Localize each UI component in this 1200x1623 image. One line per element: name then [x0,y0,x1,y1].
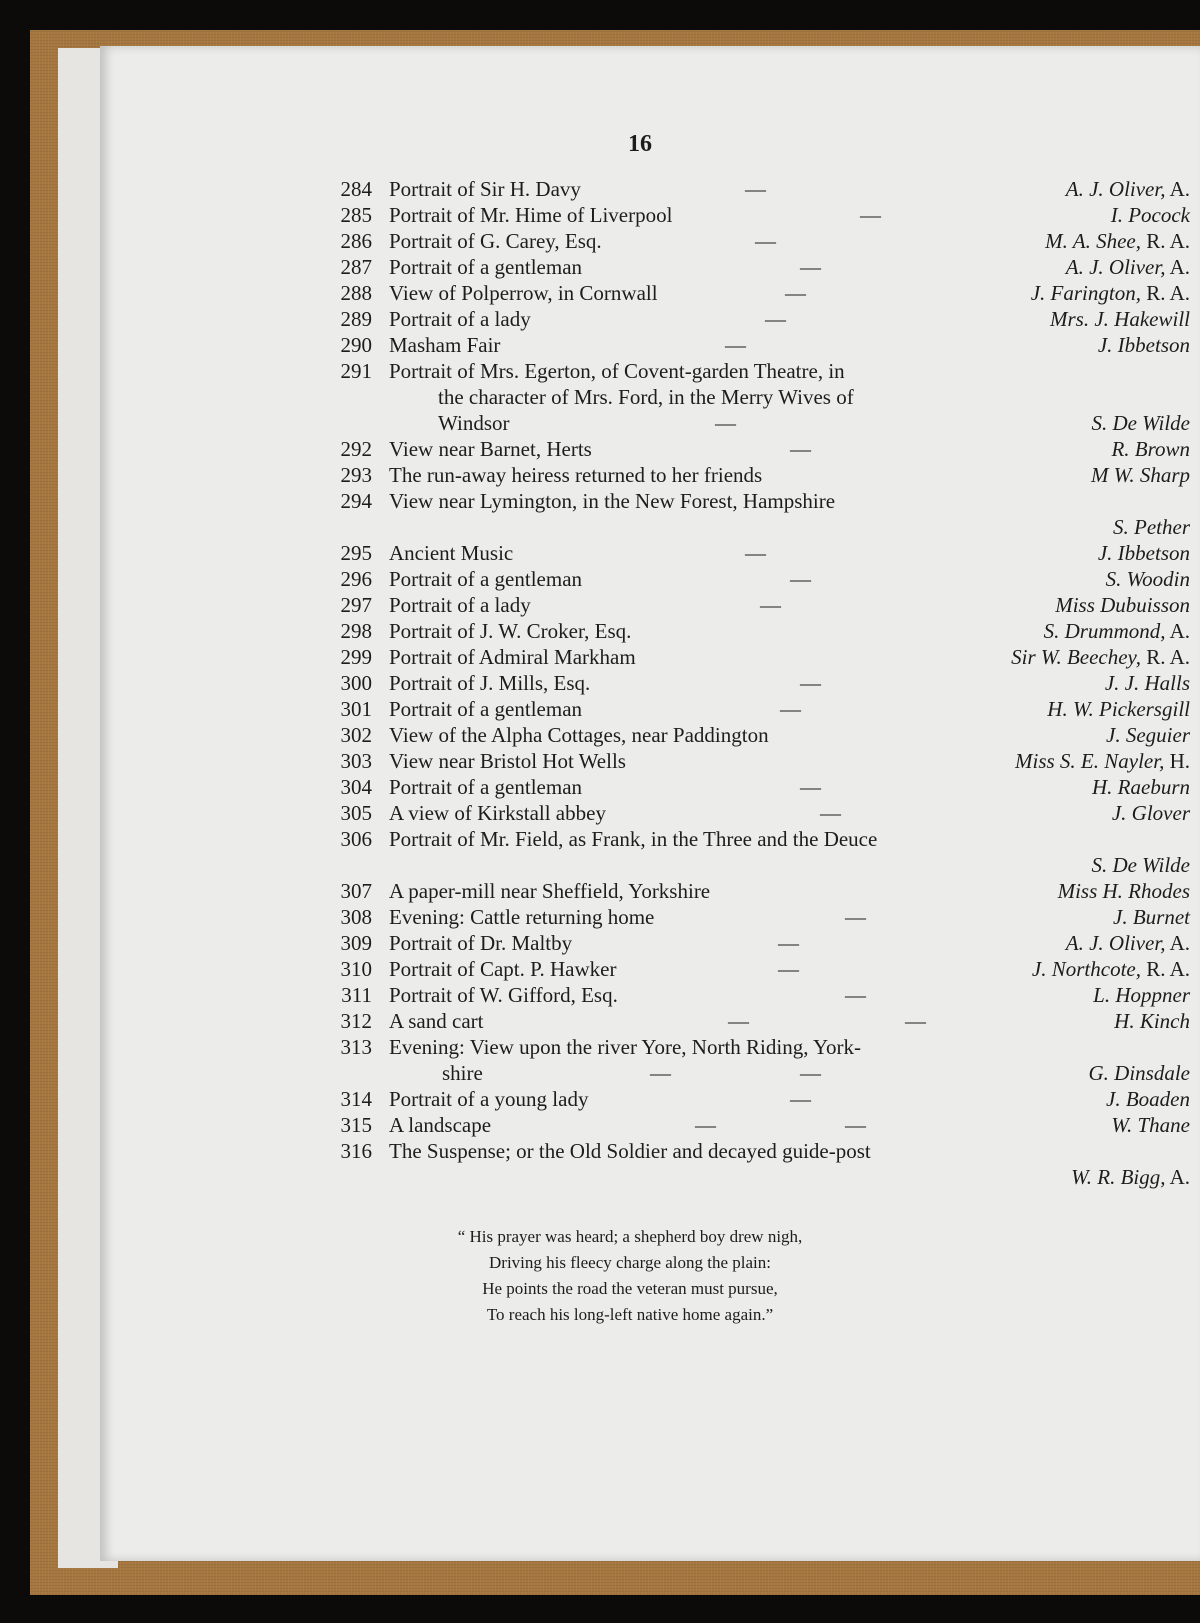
entry-number: 303 [340,749,372,773]
entry-dash: — [728,1009,749,1033]
entry-artist: H. Kinch [1114,1009,1190,1033]
catalogue-entry [100,462,1200,488]
entry-artist: L. Hoppner [1093,983,1190,1007]
entry-dash: — [845,905,866,929]
entry-dash: — [785,281,806,305]
entry-artist: A. J. Oliver, A. [1065,255,1190,279]
entry-number: 309 [340,931,372,955]
entry-title-continuation: shire [442,1061,483,1085]
entry-artist: H. Raeburn [1092,775,1190,799]
entry-number: 299 [340,645,372,669]
verse-line: Driving his fleecy charge along the plain: [489,1253,771,1272]
entry-title: Evening: View upon the river Yore, North Riding, York- [389,1035,861,1059]
catalogue-entry [100,228,1200,254]
catalogue-entry [100,358,1200,384]
catalogue-entry-continuation [100,384,1200,410]
entry-title: Masham Fair [389,333,501,357]
entry-number: 314 [340,1087,372,1111]
catalogue-entry [100,670,1200,696]
entry-number: 313 [340,1035,372,1059]
entry-artist: J. Seguier [1106,723,1190,747]
entry-number: 289 [340,307,372,331]
entry-title: Portrait of J. W. Croker, Esq. [389,619,632,643]
entry-number: 307 [340,879,372,903]
entry-title: Portrait of a lady [389,307,531,331]
entry-artist: S. Drummond, A. [1043,619,1190,643]
catalogue-entry [100,488,1200,514]
entry-title: Portrait of Mr. Field, as Frank, in the Three and the Deuce [389,827,878,851]
verse-line: “ His prayer was heard; a shepherd boy drew nigh, [457,1227,803,1246]
entry-number: 306 [340,827,372,851]
entry-number: 290 [340,333,372,357]
entry-artist: W. Thane [1111,1113,1190,1137]
catalogue-entry [100,1112,1200,1138]
entry-number: 315 [340,1113,372,1137]
entry-artist: Sir W. Beechey, R. A. [1011,645,1190,669]
entry-number: 310 [340,957,372,981]
entry-dash: — [760,593,781,617]
verse-line: To reach his long-left native home again.” [486,1305,774,1324]
catalogue-entry [100,540,1200,566]
entry-artist: Miss S. E. Nayler, H. [1015,749,1190,773]
entry-number: 292 [340,437,372,461]
entry-artist: J. Burnet [1113,905,1190,929]
entry-artist: H. W. Pickersgill [1047,697,1190,721]
entry-dash: — [695,1113,716,1137]
entry-artist: M W. Sharp [1091,463,1190,487]
catalogue-entry [100,722,1200,748]
catalogue-entry-continuation [100,1164,1200,1190]
entry-title: Portrait of Capt. P. Hawker [389,957,617,981]
entry-dash: — [800,775,821,799]
catalogue-entry [100,254,1200,280]
entry-number: 301 [340,697,372,721]
entry-artist: A. J. Oliver, A. [1065,177,1190,201]
entry-title: Evening: Cattle returning home [389,905,655,929]
entry-artist: J. J. Halls [1104,671,1190,695]
entry-title: Portrait of W. Gifford, Esq. [389,983,618,1007]
entry-number: 284 [340,177,372,201]
catalogue-entry [100,982,1200,1008]
entry-title: View of Polperrow, in Cornwall [389,281,658,305]
catalogue-entry [100,592,1200,618]
entry-dash: — [725,333,746,357]
entry-dash: — [845,983,866,1007]
entry-title: Portrait of a gentleman [389,255,583,279]
entry-artist: J. Farington, R. A. [1030,281,1190,305]
entry-title: Portrait of a lady [389,593,531,617]
entry-dash: — [905,1009,926,1033]
catalogue-entry [100,618,1200,644]
entry-title: Portrait of a gentleman [389,775,583,799]
catalogue-entry [100,306,1200,332]
catalogue-entry-continuation [100,514,1200,540]
entry-number: 293 [340,463,372,487]
entry-number: 294 [340,489,372,513]
entry-dash: — [860,203,881,227]
catalogue-entry [100,1138,1200,1164]
entry-dash: — [650,1061,671,1085]
entry-title: Portrait of G. Carey, Esq. [389,229,602,253]
entry-artist: J. Northcote, R. A. [1031,957,1190,981]
entry-dash: — [778,957,799,981]
catalogue-entry [100,280,1200,306]
entry-artist: Miss Dubuisson [1055,593,1190,617]
entry-title-continuation: the character of Mrs. Ford, in the Merry Wives of [438,385,854,409]
verse-line: He points the road the veteran must pursue, [482,1279,778,1298]
entry-title: Portrait of Mrs. Egerton, of Covent-garden Theatre, in [389,359,845,383]
entry-artist: J. Boaden [1106,1087,1190,1111]
entry-number: 298 [340,619,372,643]
entry-artist: S. De Wilde [1091,411,1190,435]
catalogue-entry-continuation [100,852,1200,878]
entry-title: Portrait of Dr. Maltby [389,931,573,955]
entry-artist: J. Ibbetson [1097,333,1190,357]
entry-artist: Mrs. J. Hakewill [1050,307,1190,331]
entry-number: 296 [340,567,372,591]
entry-title: A sand cart [389,1009,484,1033]
entry-number: 300 [340,671,372,695]
entry-dash: — [780,697,801,721]
catalogue-entry [100,1008,1200,1034]
entry-dash: — [800,1061,821,1085]
catalogue-entry [100,436,1200,462]
entry-number: 308 [340,905,372,929]
entry-dash: — [715,411,736,435]
catalogue-entry [100,878,1200,904]
entry-title: Ancient Music [389,541,514,565]
catalogue-entry [100,644,1200,670]
entry-dash: — [755,229,776,253]
entry-number: 286 [340,229,372,253]
entry-number: 297 [340,593,372,617]
entry-artist: W. R. Bigg, A. [1071,1165,1190,1189]
entry-number: 288 [340,281,372,305]
entry-artist: J. Ibbetson [1097,541,1190,565]
entry-number: 291 [340,359,372,383]
entry-artist: M. A. Shee, R. A. [1045,229,1190,253]
catalogue-entry [100,930,1200,956]
catalogue-entry [100,1086,1200,1112]
catalogue-entry [100,1034,1200,1060]
entry-number: 311 [341,983,372,1007]
entry-dash: — [790,567,811,591]
page-number: 16 [628,131,652,157]
entry-artist: G. Dinsdale [1088,1061,1190,1085]
entry-artist: R. Brown [1111,437,1190,461]
entry-number: 316 [340,1139,372,1163]
entry-dash: — [790,437,811,461]
catalogue-entry [100,904,1200,930]
entry-title: View near Bristol Hot Wells [389,749,626,773]
entry-dash: — [745,177,766,201]
entry-title: A paper-mill near Sheffield, Yorkshire [389,879,711,903]
catalogue-entry [100,696,1200,722]
entry-title: View of the Alpha Cottages, near Paddington [389,723,769,747]
catalogue-entry [100,202,1200,228]
entry-title: Portrait of Mr. Hime of Liverpool [389,203,673,227]
entry-number: 302 [340,723,372,747]
catalogue-entry [100,800,1200,826]
catalogue-entry [100,332,1200,358]
entry-number: 295 [340,541,372,565]
entry-dash: — [845,1113,866,1137]
catalogue-entry [100,956,1200,982]
entry-title: The run-away heiress returned to her friends [389,463,763,487]
entry-title: Portrait of J. Mills, Esq. [389,671,591,695]
catalogue-entry [100,748,1200,774]
entry-number: 287 [340,255,372,279]
entry-dash: — [778,931,799,955]
entry-dash: — [820,801,841,825]
entry-title: Portrait of Sir H. Davy [389,177,581,201]
entry-number: 285 [340,203,372,227]
catalogue-page [100,46,1200,1561]
entry-dash: — [790,1087,811,1111]
entry-dash: — [765,307,786,331]
entry-number: 305 [340,801,372,825]
catalogue-entry [100,566,1200,592]
entry-artist: Miss H. Rhodes [1057,879,1190,903]
entry-title: Portrait of a gentleman [389,697,583,721]
entry-number: 304 [340,775,372,799]
entry-title: View near Lymington, in the New Forest, Hampshire [389,489,836,513]
catalogue-entry [100,774,1200,800]
entry-title-continuation: Windsor [438,411,510,435]
catalogue-entry-continuation [100,1060,1200,1086]
entry-title: Portrait of a young lady [389,1087,589,1111]
entry-title: Portrait of Admiral Markham [389,645,636,669]
entry-title: The Suspense; or the Old Soldier and decayed guide-post [389,1139,871,1163]
entry-artist: S. Woodin [1105,567,1190,591]
entry-artist: I. Pocock [1110,203,1190,227]
entry-artist: J. Glover [1111,801,1190,825]
catalogue-entry [100,176,1200,202]
entry-artist: S. De Wilde [1091,853,1190,877]
entry-title: A landscape [389,1113,492,1137]
entry-number: 312 [340,1009,372,1033]
entry-artist: A. J. Oliver, A. [1065,931,1190,955]
entry-artist: S. Pether [1113,515,1190,539]
catalogue-entry-continuation [100,410,1200,436]
entry-dash: — [745,541,766,565]
catalogue-entry [100,826,1200,852]
entry-dash: — [800,671,821,695]
entry-title: Portrait of a gentleman [389,567,583,591]
entry-title: View near Barnet, Herts [389,437,592,461]
entry-dash: — [800,255,821,279]
entry-title: A view of Kirkstall abbey [389,801,606,825]
